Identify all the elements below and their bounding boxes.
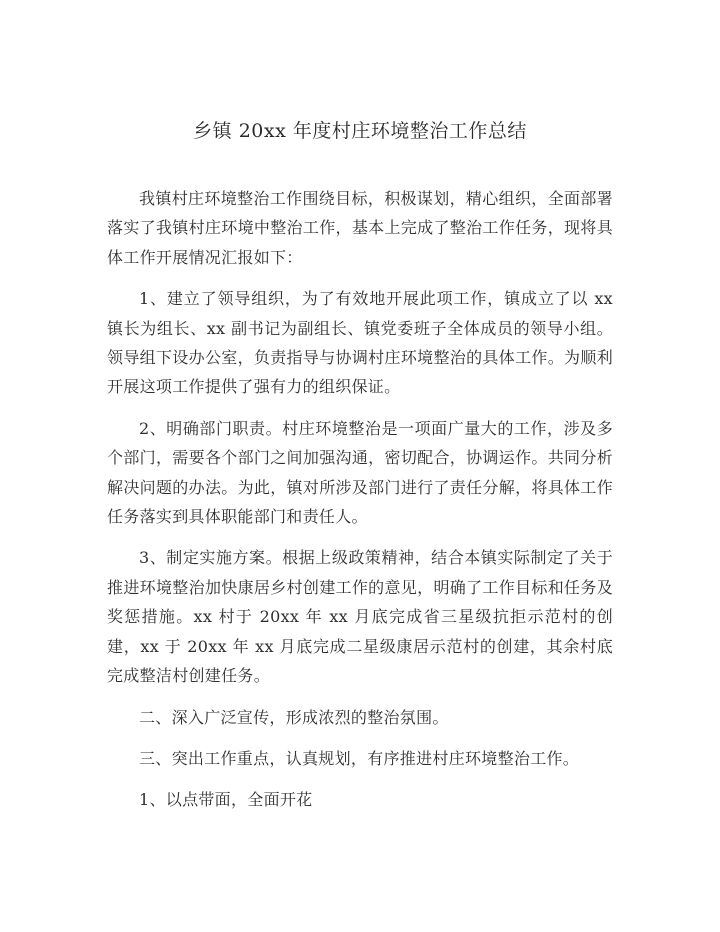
paragraph-responsibilities: 2、明确部门职责。村庄环境整治是一项面广量大的工作，涉及多个部门，需要各个部门之间加强沟通，密切配合，协调运作。共同分析解决问题的办法。为此，镇对所涉及部门进行了责任分解，将具体工作任务落实到具体职能部门和责任人。 <box>107 418 613 527</box>
paragraph-plan: 3、制定实施方案。根据上级政策精神，结合本镇实际制定了关于推进环境整治加快康居乡村创建工作的意见，明确了工作目标和任务及奖惩措施。xx 村于 20xx 年 xx 月底完成省三星级抗拒示范村的创建，xx 于 20xx 年 xx 月底完成二星级康居示范村的创建，其余村底完成整洁村创建任务。 <box>107 548 613 686</box>
subheading-point-to-area: 1、以点带面，全面开花 <box>139 790 313 810</box>
paragraph-intro: 我镇村庄环境整治工作围绕目标，积极谋划，精心组织，全面部署落实了我镇村庄环境中整治工作，基本上完成了整治工作任务，现将具体工作开展情况汇报如下： <box>107 189 613 267</box>
document-title: 乡镇 20xx 年度村庄环境整治工作总结 <box>193 120 527 142</box>
heading-publicity: 二、深入广泛宣传，形成浓烈的整治氛围。 <box>139 707 449 727</box>
paragraph-leadership: 1、建立了领导组织，为了有效地开展此项工作，镇成立了以 xx 镇长为组长、xx 副书记为副组长、镇党委班子全体成员的领导小组。领导组下设办公室，负责指导与协调村庄环境整治的具体工作。为顺利开展这项工作提供了强有力的组织保证。 <box>107 289 613 397</box>
heading-key-work: 三、突出工作重点，认真规划，有序推进村庄环境整治工作。 <box>139 748 580 768</box>
document-body <box>107 184 613 827</box>
